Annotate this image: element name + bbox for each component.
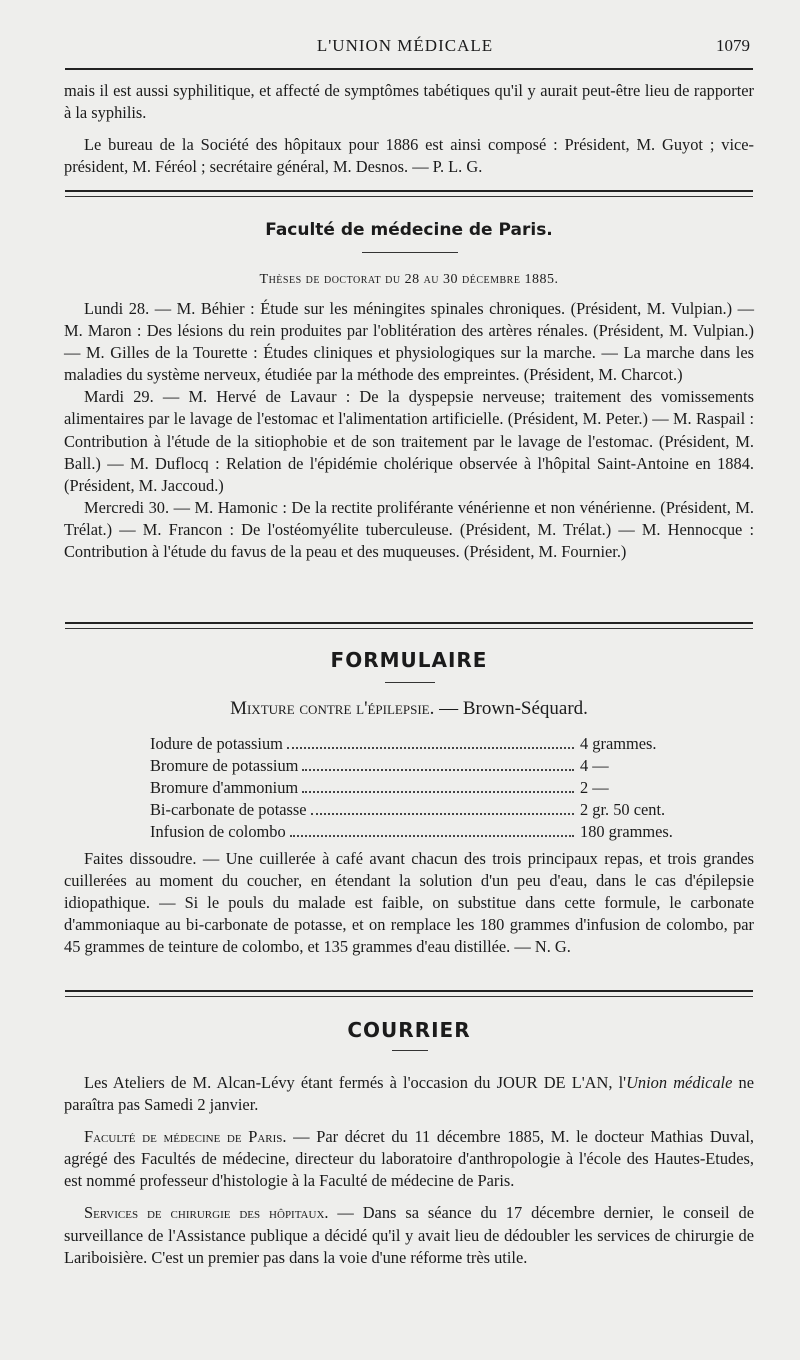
- instructions-paragraph: Faites dissoudre. — Une cuillerée à café avant chacun des trois principaux repas, et trois grandes cuillerées au moment du coucher, en étendant la solution d'un peu d'eau, dans le cas d'épilepsie idiopathique. — Si le pouls du malade est faible, on substitue dans cette formule, le carbonate d'ammoniaque au bi-carbonate de potasse, et on remplace les 180 grammes d'infusion de colombo, par 45 grammes de teinture de colombo, et 135 grammes d'eau distillée. — N. G.: [64, 849, 754, 957]
- courrier-notice: [64, 1072, 754, 1116]
- mixture-author: — Brown-Séquard.: [439, 698, 588, 719]
- leader-dots: [290, 835, 574, 837]
- formulaire-instructions: [64, 848, 754, 958]
- theses-lundi: Lundi 28. — M. Béhier : Étude sur les méningites spinales chroniques. (Président, M. Vulpian.) — M. Maron : Des lésions du rein produites par l'oblitération des artères rénales. (Président, M. Vulpian.) — M. Gilles de la Tourette : Études cliniques et physiologiques sur la marche. — La marche dans les maladies du système nerveux, étudiée par la méthode des empreintes. (Président, M. Charcot.): [64, 299, 754, 385]
- courrier-faculte: [64, 1126, 754, 1192]
- societe-paragraph: Le bureau de la Société des hôpitaux pour 1886 est ainsi composé : Président, M. Guyot ; vice-président, M. Féréol ; secrétaire général, M. Desnos. — P. L. G.: [64, 135, 754, 177]
- header-rule: [65, 68, 753, 70]
- section-divider: [65, 990, 753, 997]
- ingredient-list: [150, 734, 700, 844]
- theses-mardi: Mardi 29. — M. Hervé de Lavaur : De la dyspepsie nerveuse; traitement des vomissements alimentaires par le lavage de l'estomac et l'alimentation artificielle. (Président, M. Peter.) — M. Raspail : Contribution à l'étude de la sitiophobie et de son traitement par le lavage de l'estomac. (Président, M. Ball.) — M. Duflocq : Relation de l'épidémie cholérique observée à l'hôpital Saint-Antoine en 1884. (Président, M. Jaccoud.): [64, 387, 754, 495]
- ingredient-row: [150, 800, 700, 822]
- section-divider: [65, 190, 753, 197]
- mixture-name: Mixture contre l'épilepsie.: [230, 698, 435, 719]
- ingredient-quantity: 4 grammes.: [580, 734, 657, 753]
- notice-text-end: ne paraîtra pas Samedi 2 janvier.: [64, 1073, 755, 1115]
- ingredient-name: Iodure de potassium: [150, 734, 283, 753]
- ingredient-row: [150, 756, 700, 778]
- journal-title: L'UNION MÉDICALE: [316, 36, 494, 55]
- theses-title: Thèses de doctorat du 28 au 30 décembre 1885.: [259, 272, 559, 287]
- heading-underline: [392, 1050, 428, 1051]
- intro-paragraph: mais il est aussi syphilitique, et affecté de symptômes tabétiques qu'il y aurait peut-être lieu de rapporter à la syphilis.: [64, 81, 754, 123]
- ingredient-quantity: 4 —: [580, 756, 609, 775]
- faculte-text: — Par décret du 11 décembre 1885, M. le docteur Mathias Duval, agrégé des Facultés de médecine, directeur du laboratoire d'anthropologie à l'école des Hautes-Etudes, est nommé professeur d'histologie à la Faculté de médecine de Paris.: [64, 1127, 754, 1191]
- heading-underline: [385, 682, 435, 683]
- section-divider: [65, 622, 753, 629]
- services-label: Services de chirurgie des hôpitaux.: [84, 1203, 329, 1223]
- formulaire-heading: FORMULAIRE: [330, 648, 488, 672]
- faculte-label: Faculté de médecine de Paris.: [84, 1127, 287, 1147]
- ingredient-quantity: 2 gr. 50 cent.: [580, 800, 666, 819]
- ingredient-row: [150, 734, 700, 756]
- leader-dots: [302, 791, 574, 793]
- courrier-heading: COURRIER: [347, 1018, 471, 1042]
- ingredient-name: Infusion de colombo: [150, 822, 286, 841]
- leader-dots: [287, 747, 574, 749]
- ingredient-name: Bromure d'ammonium: [150, 778, 299, 797]
- ingredient-row: [150, 822, 700, 844]
- ingredient-name: Bi-carbonate de potasse: [150, 800, 307, 819]
- services-text: — Dans sa séance du 17 décembre dernier, le conseil de surveillance de l'Assistance publique a décidé qu'il y avait lieu de dédoubler les services de chirurgie de Lariboisière. C'est un premier pas dans la voie d'une réforme très utile.: [64, 1203, 754, 1267]
- page-number: 1079: [716, 36, 750, 55]
- page-header: [60, 30, 750, 64]
- mixture-title: [64, 698, 754, 720]
- notice-text: Les Ateliers de M. Alcan-Lévy étant fermés à l'occasion du JOUR DE L'AN, l': [84, 1073, 627, 1092]
- ingredient-quantity: 2 —: [580, 778, 609, 797]
- courrier-services: [64, 1202, 754, 1268]
- ingredient-quantity: 180 grammes.: [580, 822, 673, 841]
- theses-list: [64, 298, 754, 563]
- intro-section: [64, 80, 754, 178]
- leader-dots: [302, 769, 574, 771]
- ingredient-name: Bromure de potassium: [150, 756, 299, 775]
- courrier-section: [64, 1072, 754, 1269]
- leader-dots: [311, 813, 574, 815]
- theses-mercredi: Mercredi 30. — M. Hamonic : De la rectite proliférante vénérienne et non vénérienne. (Président, M. Trélat.) — M. Francon : De l'ostéomyélite tuberculeuse. (Président, M. Trélat.) — M. Hennocque : Contribution à l'étude du favus de la peau et des muqueuses. (Président, M. Fournier.): [64, 497, 754, 562]
- ingredient-row: [150, 778, 700, 800]
- faculte-title: Faculté de médecine de Paris.: [265, 220, 553, 240]
- title-underline: [362, 252, 458, 253]
- journal-name: Union médicale: [626, 1073, 733, 1092]
